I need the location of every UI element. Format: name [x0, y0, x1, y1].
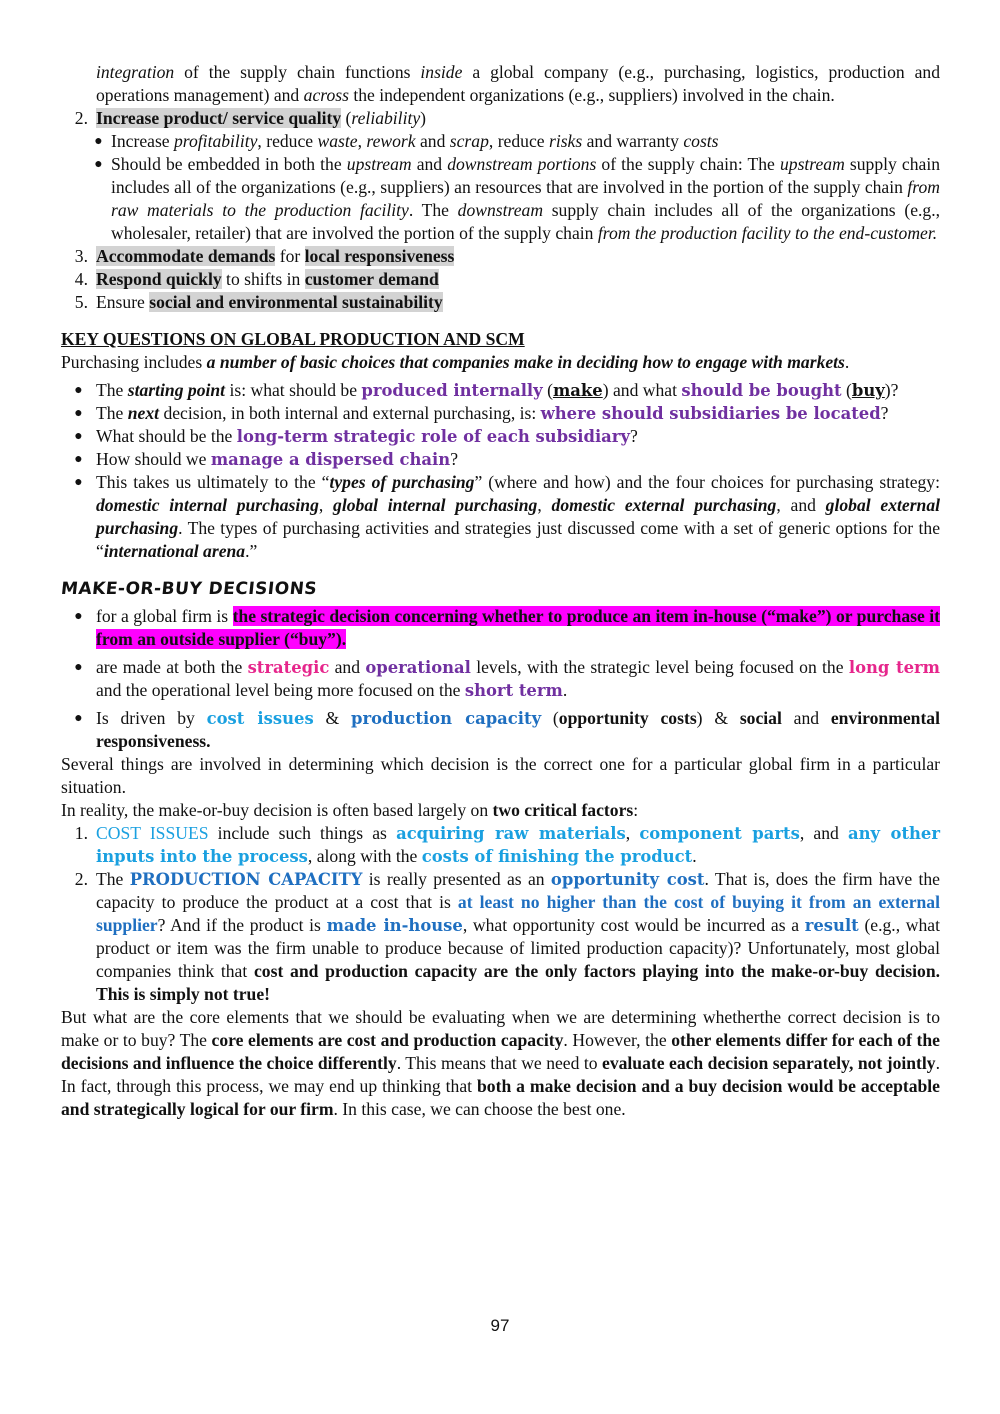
page-number: 97 — [490, 1316, 510, 1335]
factor-item-2: 2. The PRODUCTION CAPACITY is really presented as an opportunity cost. That is, does the firm have the capacity to produce the product at a cost that is at least no higher than the cost of buying it from an external supplier? And if the product is made in-house, what opportunity cost would be incurred as a result (e.g., what product or item was the firm unable to produce because of limited production capacity)? Unfortunately, most global companies think that cost and production capacity are the only factors playing into the make-or-buy decision. This is simply not true! — [74, 869, 941, 1004]
list-item-3: 3. Accommodate demands for local responsiveness — [74, 246, 455, 266]
kq-bullet-3: ● What should be the long-term strategic role of each subsidiary? — [61, 425, 940, 448]
mob-paragraph-3: But what are the core elements that we should be evaluating when we are determining whetherthe correct decision is to make or to buy? The core elements are cost and production capacity. However, the other elements differ for each of the decisions and influence the choice differently. This means that we need to evaluate each decision separately, not jointly. In fact, through this process, we may end up thinking that both a make decision and a buy decision would be acceptable and strategically logical for our firm. In this case, we can choose the best one. — [61, 1007, 940, 1119]
mob-bullet-1: ● for a global firm is the strategic decision concerning whether to produce an item in-house (“make”) or purchase it from an outside supplier (“buy”). — [61, 605, 940, 651]
bullet-icon: ● — [74, 452, 83, 467]
bullet-icon: ● — [74, 383, 83, 398]
list-item-5: 5. Ensure social and environmental sustainability — [74, 292, 443, 312]
kq-bullet-4: ● How should we manage a dispersed chain? — [61, 448, 940, 471]
mob-bullet-2: ● are made at both the strategic and operational levels, with the strategic level being focused on the long term and the operational level being more focused on the short term. — [61, 656, 940, 702]
bullet-icon: ● — [74, 475, 83, 490]
bullet-icon: ● — [74, 711, 83, 726]
mob-paragraph-2: In reality, the make-or-buy decision is often based largely on two critical factors: — [61, 800, 639, 820]
bullet-icon: ● — [74, 660, 83, 675]
kq-bullet-5: ● This takes us ultimately to the “types of purchasing” (where and how) and the four choices for purchasing strategy: domestic internal purchasing, global internal purchasing, domestic external purchasing, and global external purchasing. The types of purchasing activities and strategies just discussed come with a set of generic options for the “international arena.” — [61, 471, 940, 563]
bullet-icon: ● — [94, 157, 103, 172]
list-item-2: 2. Increase product/ service quality (reliability) — [74, 108, 427, 128]
sub-bullet-1: ● Increase profitability, reduce waste, rework and scrap, reduce risks and warranty costs — [61, 130, 940, 153]
mob-paragraph-1: Several things are involved in determining which decision is the correct one for a particular global firm in a particular situation. — [61, 754, 940, 797]
kq-bullet-2: ● The next decision, in both internal and external purchasing, is: where should subsidiaries be located? — [61, 402, 940, 425]
intro-paragraph: integration of the supply chain functions inside a global company (e.g., purchasing, logistics, production and operations management) and across the independent organizations (e.g., suppliers) involved in the chain. — [96, 62, 940, 105]
mob-bullet-3: ● Is driven by cost issues & production capacity (opportunity costs) & social and environmental responsiveness. — [61, 707, 940, 753]
bullet-icon: ● — [74, 406, 83, 421]
bullet-icon: ● — [74, 429, 83, 444]
bullet-icon: ● — [94, 134, 103, 149]
bullet-icon: ● — [74, 609, 83, 624]
kq-bullet-1: ● The starting point is: what should be produced internally (make) and what should be bought (buy)? — [61, 379, 940, 402]
list-item-4: 4. Respond quickly to shifts in customer demand — [74, 269, 439, 289]
sub-bullet-2: ● Should be embedded in both the upstream and downstream portions of the supply chain: The upstream supply chain includes all of the organizations (e.g., suppliers) an resources that are involved in the portion of the supply chain from raw materials to the production facility. The downstream supply chain includes all of the organizations (e.g., wholesaler, retailer) that are involved the portion of the supply chain from the production facility to the end-customer. — [61, 153, 940, 245]
key-questions-intro: Purchasing includes a number of basic choices that companies make in deciding how to engage with markets. — [61, 352, 850, 372]
factor-item-1: 1. COST ISSUES include such things as acquiring raw materials, component parts, and any other inputs into the process, along with the costs of finishing the product. — [74, 823, 940, 866]
make-or-buy-heading: MAKE-OR-BUY DECISIONS — [60, 579, 319, 599]
key-questions-heading: KEY QUESTIONS ON GLOBAL PRODUCTION AND SCM — [61, 329, 525, 349]
